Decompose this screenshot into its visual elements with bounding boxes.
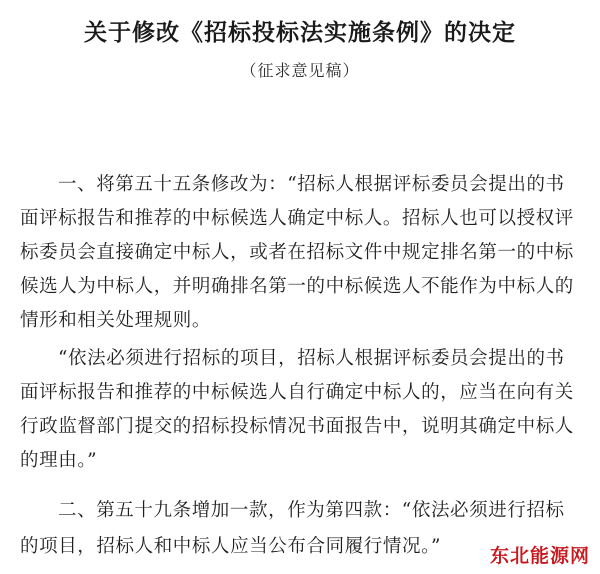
body-line: 的理由。” [20, 450, 98, 471]
body-line: 一、将第五十五条修改为：“招标人根据评标委员会提出的书 [58, 174, 565, 195]
body-line: 的项目，招标人和中标人应当公布合同履行情况。” [20, 536, 442, 557]
body-line: 面评标报告和推荐的中标候选人确定中标人。招标人也可以授权评 [20, 208, 574, 229]
body-line: 情形和相关处理规则。 [20, 310, 212, 331]
document-subtitle: （征求意见稿） [240, 61, 360, 80]
body-line: 二、第五十九条增加一款，作为第四款：“依法必须进行招标 [58, 500, 565, 521]
body-line: 候选人为中标人，并明确排名第一的中标候选人不能作为中标人的 [20, 276, 574, 297]
document-title: 关于修改《招标投标法实施条例》的决定 [84, 20, 516, 46]
body-line: 标委员会直接确定中标人，或者在招标文件中规定排名第一的中标 [20, 242, 574, 263]
body-line: 行政监督部门提交的招标投标情况书面报告中，说明其确定中标人 [20, 416, 574, 437]
body-line: “依法必须进行招标的项目，招标人根据评标委员会提出的书 [58, 348, 565, 369]
body-line: 面评标报告和推荐的中标候选人自行确定中标人的，应当在向有关 [20, 382, 574, 403]
site-watermark: 东北能源网 [489, 545, 590, 567]
